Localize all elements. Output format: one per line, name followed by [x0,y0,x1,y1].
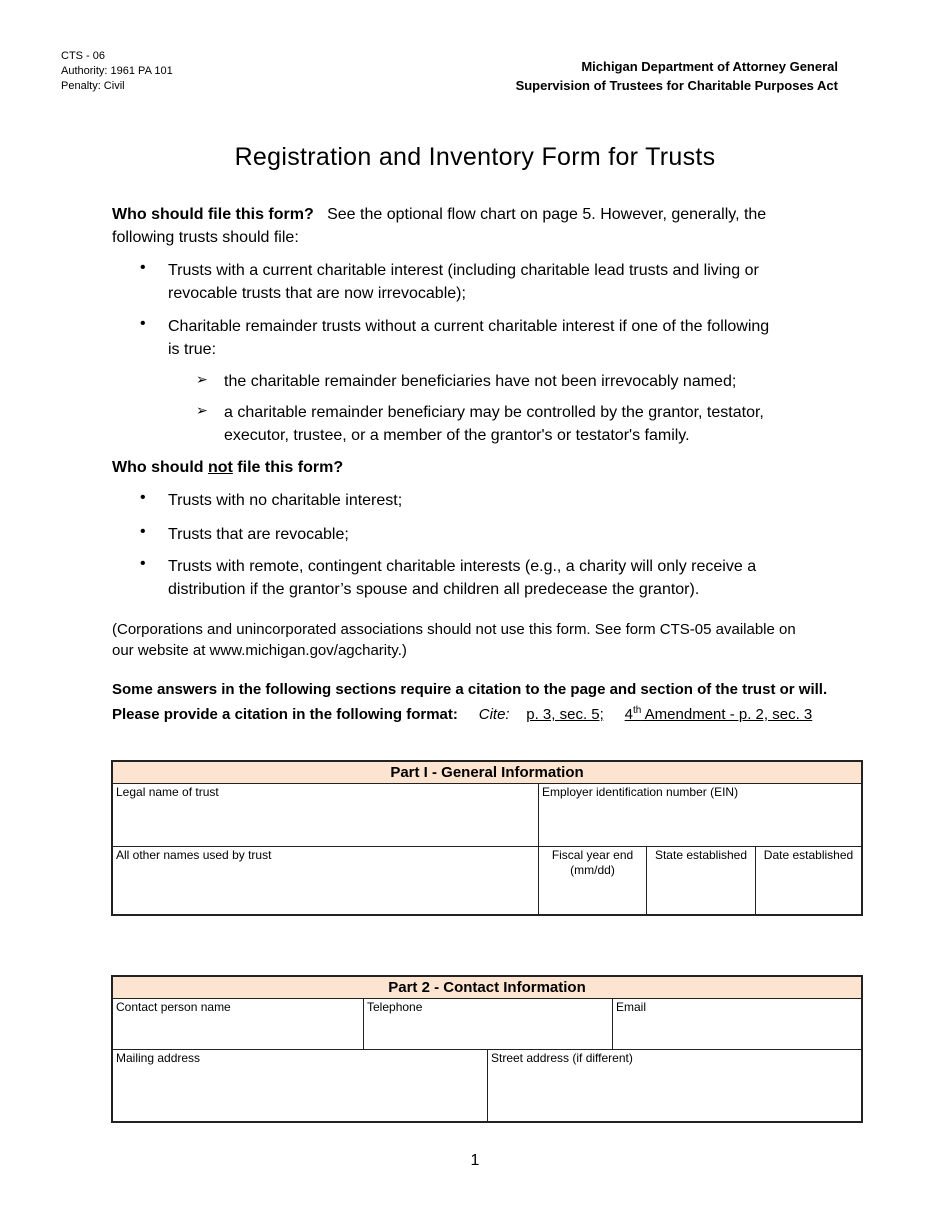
list-item-line: revocable trusts that are now irrevocable); [168,285,466,302]
legal-name-label: Legal name of trust [116,785,219,799]
citation-instructions [112,679,852,725]
state-established-field[interactable] [646,846,755,914]
fiscal-year-end-field[interactable] [538,846,646,914]
form-id: CTS - 06 [61,50,106,62]
date-established-field[interactable] [755,846,861,914]
bullet-icon: • [140,315,146,332]
who-not-heading [112,456,343,479]
list-item-line: the charitable remainder beneficiaries have not been irrevocably named; [224,373,737,390]
citation-format-label: Please provide a citation in the following format: [112,706,458,723]
cite-label: Cite: [478,706,510,723]
street-address-field[interactable] [487,1049,861,1121]
page-number: 1 [470,1152,480,1169]
part2-title: Part 2 - Contact Information [113,977,861,999]
email-label: Email [616,1000,647,1014]
list-item-line: a charitable remainder beneficiary may be controlled by the grantor, testator, [224,404,764,421]
list-item [168,489,848,512]
note-line: (Corporations and unincorporated associations should not use this form. See form CTS-05 available on [112,621,796,638]
bullet-icon: • [140,523,146,540]
list-item-line: Trusts with remote, contingent charitable interests (e.g., a charity will only receive a [168,558,757,575]
sub-list-item [224,370,844,393]
who-should-intro-text-2: following trusts should file: [112,229,299,246]
telephone-label: Telephone [367,1000,423,1014]
cite-example-1: p. 3, sec. 5; [526,706,604,723]
date-established-label: Date established [763,848,854,862]
who-should-intro [112,203,842,249]
note-line: our website at www.michigan.gov/agcharity.) [112,642,407,659]
corporations-note [112,619,852,661]
ein-label: Employer identification number (EIN) [542,785,739,799]
part1-table [111,760,863,916]
list-item-line: Trusts with a current charitable interest (including charitable lead trusts and living or [168,262,759,279]
part1-title: Part I - General Information [113,762,861,784]
telephone-field[interactable] [363,999,612,1049]
citation-line-2 [112,700,852,725]
citation-line: Some answers in the following sections require a citation to the page and section of the trust or will. [112,681,828,698]
list-item-line: Charitable remainder trusts without a current charitable interest if one of the following [168,318,770,335]
list-item-line: Trusts with no charitable interest; [168,492,403,509]
cite-example-2-sup: th [632,705,642,716]
mailing-address-label: Mailing address [116,1051,201,1065]
cite-example-2-rest: Amendment - p. 2, sec. 3 [641,706,813,723]
legal-name-field[interactable] [113,784,538,846]
bullet-icon: • [140,259,146,276]
agency-header [516,57,838,95]
list-item-line: executor, trustee, or a member of the grantor's or testator's family. [224,427,690,444]
list-item-line: distribution if the grantor’s spouse and children all predecease the grantor). [168,581,700,598]
ein-field[interactable] [538,784,861,846]
agency-line1: Michigan Department of Attorney General [581,59,838,74]
list-item [168,523,848,546]
form-authority: Authority: 1961 PA 101 [61,65,173,77]
form-meta [61,49,173,94]
who-should-intro-text: See the optional flow chart on page 5. However, generally, the [327,206,767,223]
contact-name-field[interactable] [113,999,363,1049]
list-item-line: is true: [168,341,217,358]
arrow-bullet-icon: ➢ [196,371,208,387]
list-item [168,555,848,601]
cite-example-2 [625,706,813,723]
heading-part: file this form? [232,459,344,476]
sub-list-item [224,401,844,447]
bullet-icon: • [140,555,146,572]
agency-line2: Supervision of Trustees for Charitable Purposes Act [515,78,838,93]
email-field[interactable] [612,999,861,1049]
who-should-heading: Who should file this form? [112,206,314,223]
list-item-line: Trusts that are revocable; [168,526,349,543]
part2-table [111,975,863,1123]
other-names-field[interactable] [113,846,538,914]
fiscal-year-end-label: Fiscal year end [551,848,634,862]
other-names-label: All other names used by trust [116,848,272,862]
street-address-label: Street address (if different) [491,1051,633,1065]
mailing-address-field[interactable] [113,1049,487,1121]
page-title: Registration and Inventory Form for Trusts [234,143,716,171]
form-penalty: Penalty: Civil [61,80,125,92]
cite-example-2-num: 4 [624,706,633,723]
contact-name-label: Contact person name [116,1000,231,1014]
state-established-label: State established [654,848,748,862]
list-item [168,259,848,305]
fiscal-format-label: (mm/dd) [570,863,615,877]
heading-part-not: not [207,459,233,476]
list-item [168,315,848,361]
arrow-bullet-icon: ➢ [196,402,208,418]
bullet-icon: • [140,489,146,506]
heading-part: Who should [112,459,208,476]
